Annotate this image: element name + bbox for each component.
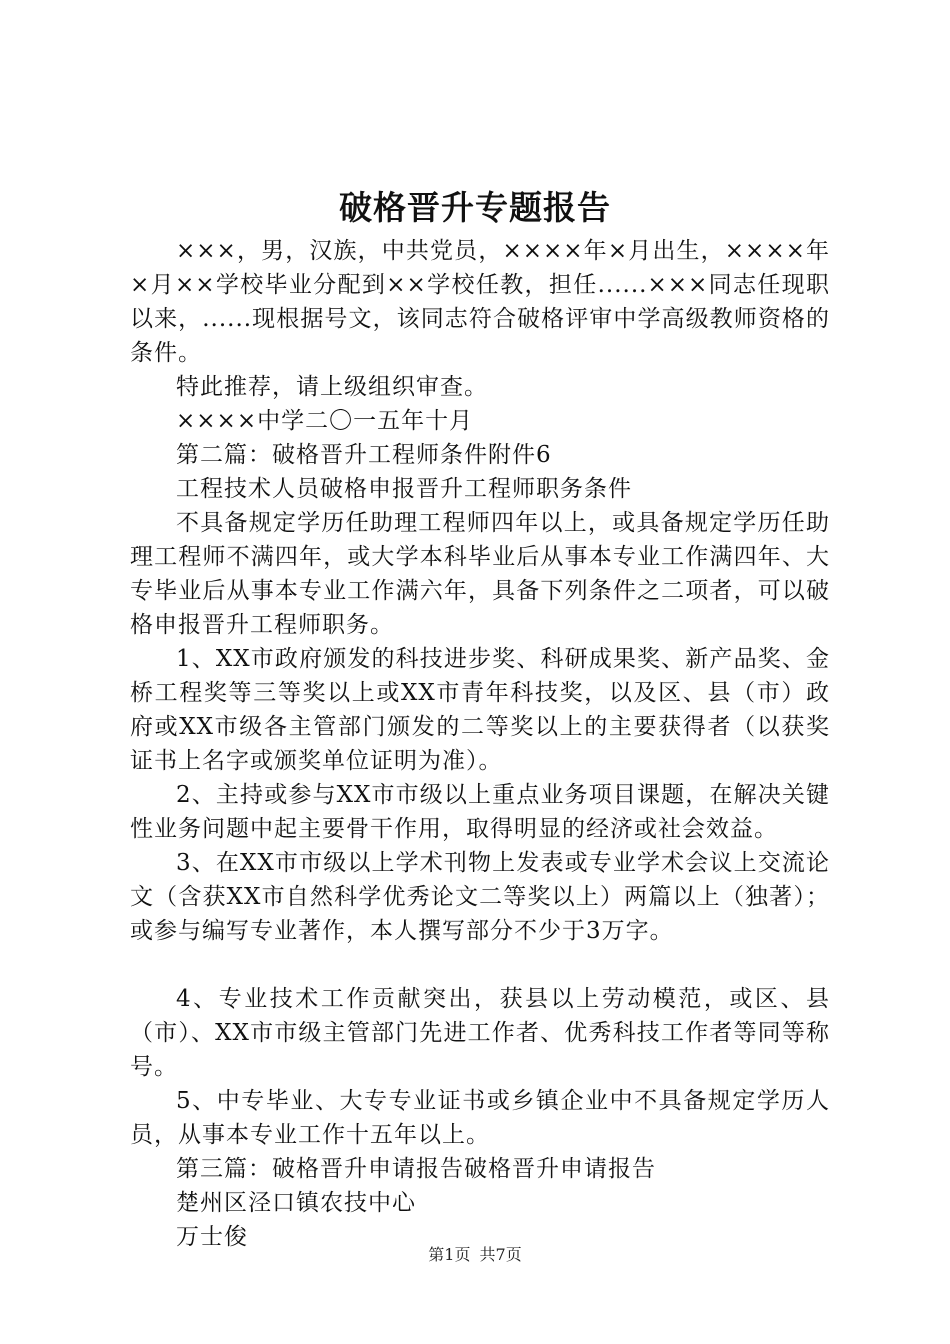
paragraph-section-two-subtitle: 工程技术人员破格申报晋升工程师职务条件	[176, 476, 632, 502]
paragraph-recommend: 特此推荐，请上级组织审查。	[176, 374, 488, 400]
paragraph-intro: ×××，男，汉族，中共党员，××××年×月出生，××××年×月××学校毕业分配到××学校任教，担任......×××同志任现职以来，......现根据号文，该同志符合破格评审中学高级教师资格的条件。	[130, 238, 830, 366]
paragraph-organization: 楚州区泾口镇农技中心	[176, 1190, 416, 1216]
paragraph-condition-4: 4、专业技术工作贡献突出，获县以上劳动模范，或区、县（市）、XX市市级主管部门先进工作者、优秀科技工作者等同等称号。	[130, 986, 830, 1080]
paragraph-condition-1: 1、XX市政府颁发的科技进步奖、科研成果奖、新产品奖、金桥工程奖等三等奖以上或XX市青年科技奖，以及区、县（市）政府或XX市级各主管部门颁发的二等奖以上的主要获得者（以获奖证书上名字或颁奖单位证明为准）。	[130, 646, 830, 774]
paragraph-signature-date: ××××中学二〇一五年十月	[176, 408, 474, 434]
blank-line	[130, 948, 830, 982]
paragraph-section-three-heading: 第三篇：破格晋升申请报告破格晋升申请报告	[176, 1156, 656, 1182]
paragraph-conditions-intro: 不具备规定学历任助理工程师四年以上，或具备规定学历任助理工程师不满四年，或大学本科毕业后从事本专业工作满四年、大专毕业后从事本专业工作满六年，具备下列条件之二项者，可以破格申报晋升工程师职务。	[130, 510, 830, 638]
page-total: 共7页	[479, 1245, 522, 1264]
page-footer	[0, 1244, 950, 1266]
paragraph-section-two-heading: 第二篇：破格晋升工程师条件附件6	[176, 442, 552, 468]
page-number: 第1页	[428, 1245, 471, 1264]
paragraph-condition-2: 2、主持或参与XX市市级以上重点业务项目课题，在解决关键性业务问题中起主要骨干作用，取得明显的经济或社会效益。	[130, 782, 830, 842]
paragraph-author: 万士俊	[176, 1224, 248, 1250]
paragraph-condition-5: 5、中专毕业、大专专业证书或乡镇企业中不具备规定学历人员，从事本专业工作十五年以上。	[130, 1088, 830, 1148]
paragraph-condition-3: 3、在XX市市级以上学术刊物上发表或专业学术会议上交流论文（含获XX市自然科学优秀论文二等奖以上）两篇以上（独著）；或参与编写专业著作，本人撰写部分不少于3万字。	[130, 850, 830, 944]
document-title: 破格晋升专题报告	[339, 188, 611, 227]
document-body	[130, 234, 830, 1254]
